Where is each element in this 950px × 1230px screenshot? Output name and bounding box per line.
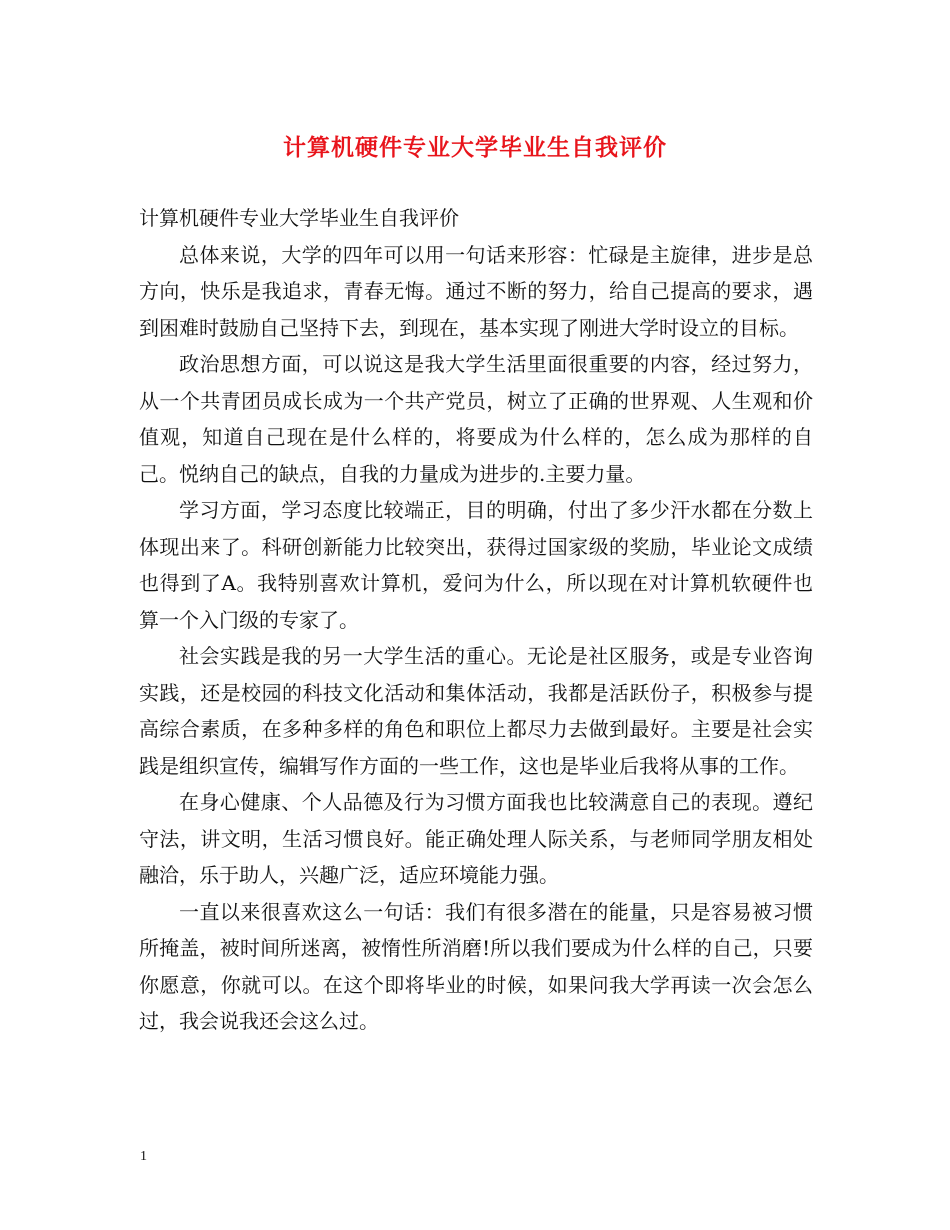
paragraph-conclusion: 一直以来很喜欢这么一句话：我们有很多潜在的能量，只是容易被习惯所掩盖，被时间所迷离，被惰性所消磨!所以我们要成为什么样的自己，只要你愿意，你就可以。在这个即将毕业的时候，如果问我大学再读一次会怎么过，我会说我还会这么过。: [139, 899, 813, 1033]
paragraph-character: 在身心健康、个人品德及行为习惯方面我也比较满意自己的表现。遵纪守法，讲文明，生活习惯良好。能正确处理人际关系，与老师同学朋友相处融洽，乐于助人，兴趣广泛，适应环境能力强。: [139, 790, 813, 887]
document-subtitle: 计算机硬件专业大学毕业生自我评价: [139, 206, 459, 230]
paragraph-social-practice: 社会实践是我的另一大学生活的重心。无论是社区服务，或是专业咨询实践，还是校园的科技文化活动和集体活动，我都是活跃份子，积极参与提高综合素质，在多种多样的角色和职位上都尽力去做到最好。主要是社会实践是组织宣传，编辑写作方面的一些工作，这也是毕业后我将从事的工作。: [139, 644, 813, 778]
paragraph-study: 学习方面，学习态度比较端正，目的明确，付出了多少汗水都在分数上体现出来了。科研创新能力比较突出，获得过国家级的奖励，毕业论文成绩也得到了A。我特别喜欢计算机，爱问为什么，所以现在对计算机软硬件也算一个入门级的专家了。: [139, 498, 813, 632]
document-body: [139, 200, 813, 1040]
paragraph-political: 政治思想方面，可以说这是我大学生活里面很重要的内容，经过努力，从一个共青团员成长成为一个共产党员，树立了正确的世界观、人生观和价值观，知道自己现在是什么样的，将要成为什么样的，怎么成为那样的自己。悦纳自己的缺点，自我的力量成为进步的.主要力量。: [139, 352, 813, 486]
document-title: 计算机硬件专业大学毕业生自我评价: [283, 134, 667, 161]
page-number: 1: [140, 1149, 147, 1164]
paragraph-overview: 总体来说，大学的四年可以用一句话来形容：忙碌是主旋律，进步是总方向，快乐是我追求，青春无悔。通过不断的努力，给自己提高的要求，遇到困难时鼓励自己坚持下去，到现在，基本实现了刚进大学时设立的目标。: [139, 242, 813, 340]
